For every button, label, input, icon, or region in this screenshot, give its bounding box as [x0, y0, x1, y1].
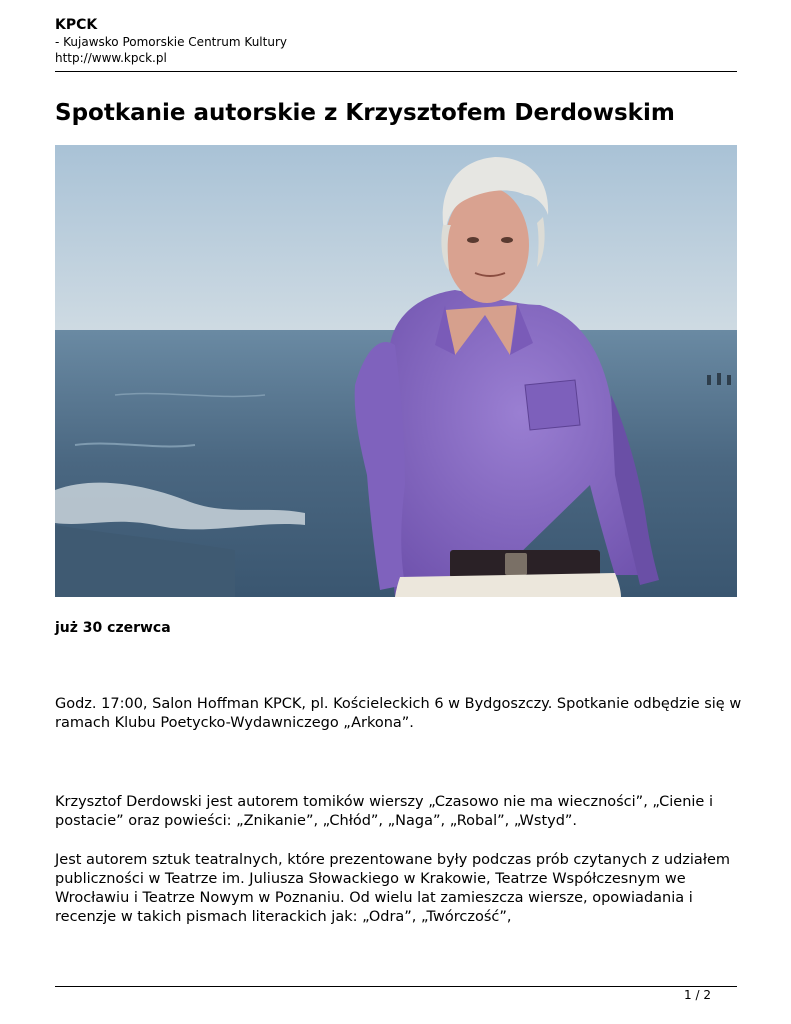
paragraph-author-theatre: Jest autorem sztuk teatralnych, które prezentowane były podczas prób czytanych z udziałem publiczności w Teatrze im. Juliusza Słowackiego w Krakowie, Teatrze Współczesnym we Wrocławiu i Teatrze Nowym w Poznaniu. Od wielu lat zamieszcza wiersze, opowiadania i recenzje w takich pismach literackich jak: „Odra”, „Twórczość”,	[55, 852, 730, 925]
page-number: 1 / 2	[684, 988, 711, 1002]
event-date-lead: już 30 czerwca	[55, 620, 171, 636]
document-header	[55, 16, 737, 66]
paragraph-event-details: Godz. 17:00, Salon Hoffman KPCK, pl. Kościeleckich 6 w Bydgoszczy. Spotkanie odbędzie się w ramach Klubu Poetycko-Wydawniczego „Arkona”.	[55, 696, 742, 731]
site-subtitle: - Kujawsko Pomorskie Centrum Kultury	[55, 35, 287, 49]
footer-divider	[55, 986, 737, 987]
paragraph-author-works: Krzysztof Derdowski jest autorem tomików wierszy „Czasowo nie ma wieczności”, „Cienie i postacie” oraz powieści: „Znikanie”, „Chłód”, „Naga”, „Robal”, „Wstyd”.	[55, 794, 713, 829]
header-divider	[55, 71, 737, 72]
site-url[interactable]: http://www.kpck.pl	[55, 51, 167, 65]
author-photo	[55, 145, 737, 597]
article-title: Spotkanie autorskie z Krzysztofem Derdowskim	[55, 100, 675, 126]
site-name: KPCK	[55, 17, 98, 33]
